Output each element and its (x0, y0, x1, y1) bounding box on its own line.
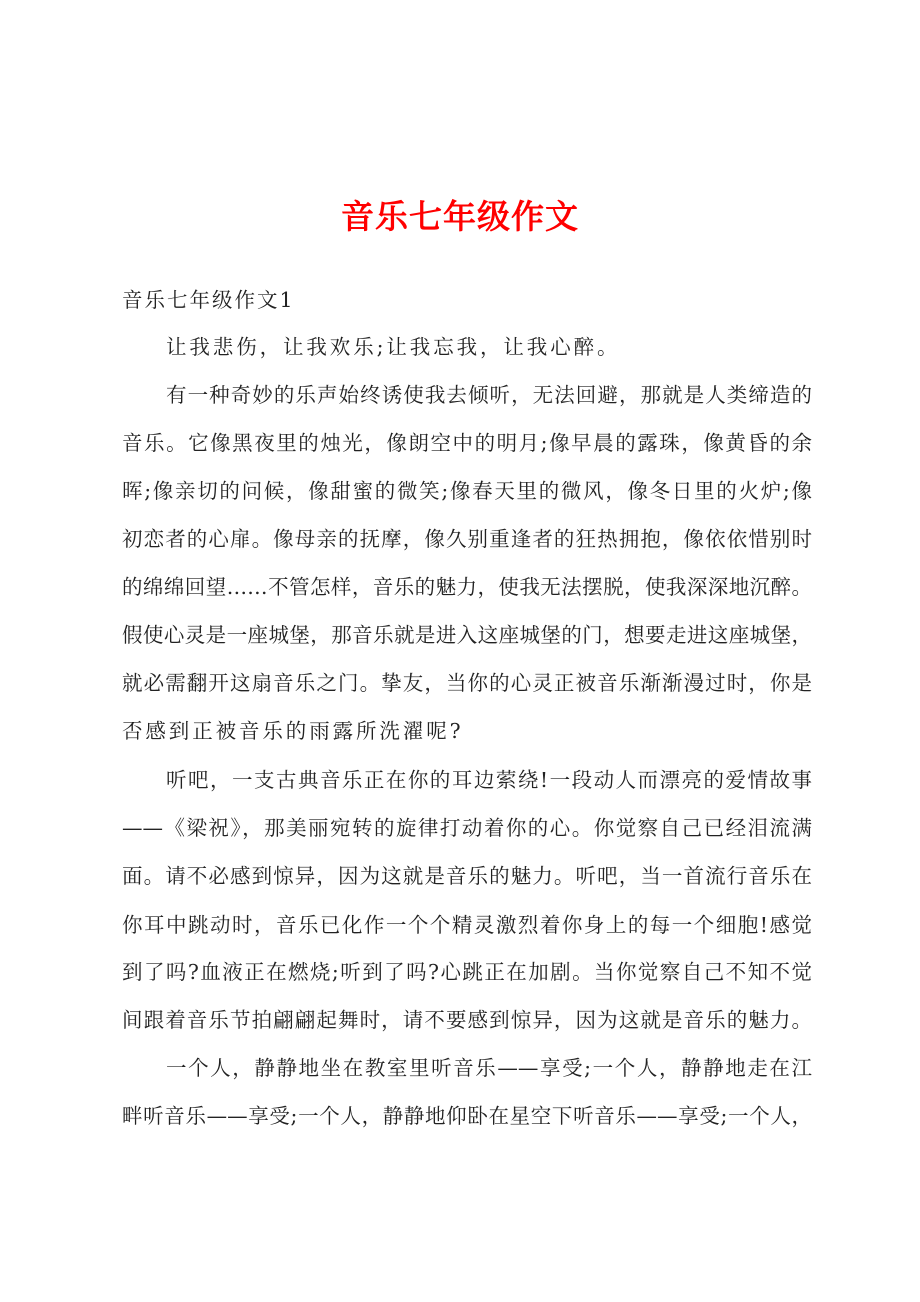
paragraph-line: 听吧，一支古典音乐正在你的耳边萦绕!一段动人而漂亮的爱情故事 (166, 768, 812, 792)
section-heading: 音乐七年级作文1 (122, 288, 295, 312)
paragraph-line: 假使心灵是一座城堡，那音乐就是进入这座城堡的门，想要走进这座城堡， (122, 623, 812, 647)
paragraph-line: 间跟着音乐节拍翩翩起舞时，请不要感到惊异，因为这就是音乐的魅力。 (122, 1008, 812, 1032)
paragraph-line: 就必需翻开这扇音乐之门。挚友，当你的心灵正被音乐渐渐漫过时，你是 (122, 671, 812, 695)
paragraph-line: 一个人，静静地坐在教室里听音乐——享受;一个人，静静地走在江 (166, 1056, 812, 1080)
paragraph-line: 的绵绵回望……不管怎样，音乐的魅力，使我无法摆脱，使我深深地沉醉。 (122, 575, 812, 599)
paragraph-line: 让我悲伤，让我欢乐;让我忘我，让我心醉。 (166, 335, 621, 359)
paragraph-line: 你耳中跳动时，音乐已化作一个个精灵激烈着你身上的每一个细胞!感觉 (122, 913, 812, 937)
paragraph-line: 面。请不必感到惊异，因为这就是音乐的魅力。听吧，当一首流行音乐在 (122, 864, 812, 888)
paragraph-line: 到了吗?血液正在燃烧;听到了吗?心跳正在加剧。当你觉察自己不知不觉 (122, 960, 812, 984)
paragraph-line: 否感到正被音乐的雨露所洗濯呢? (122, 719, 464, 743)
paragraph-line: 晖;像亲切的问候，像甜蜜的微笑;像春天里的微风，像冬日里的火炉;像 (122, 479, 812, 503)
paragraph-line: 音乐。它像黑夜里的烛光，像朗空中的明月;像早晨的露珠，像黄昏的余 (122, 431, 812, 455)
paragraph-line: ——《梁祝》，那美丽宛转的旋律打动着你的心。你觉察自己已经泪流满 (122, 816, 812, 840)
paragraph-line: 有一种奇妙的乐声始终诱使我去倾听，无法回避，那就是人类缔造的 (166, 383, 812, 407)
paragraph-line: 初恋者的心扉。像母亲的抚摩，像久别重逢者的狂热拥抱，像依依惜别时 (122, 527, 812, 551)
document-title: 音乐七年级作文 (341, 197, 579, 236)
paragraph-line: 畔听音乐——享受;一个人，静静地仰卧在星空下听音乐——享受;一个人， (122, 1104, 812, 1128)
